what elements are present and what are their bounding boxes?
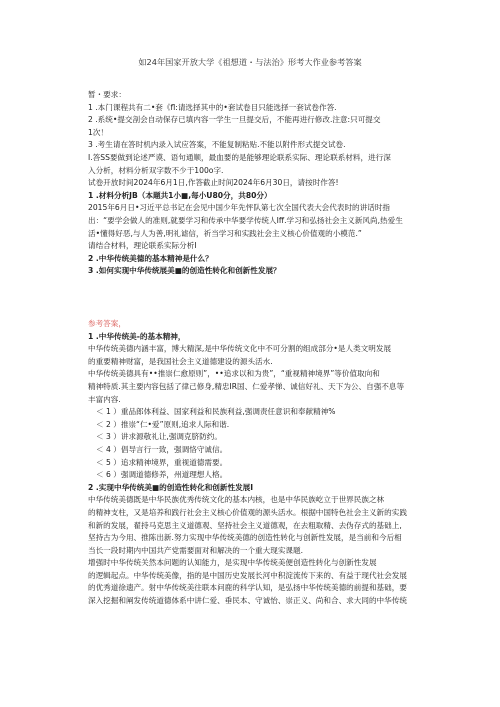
list-item: ＜ 3 ）讲求源敬礼让,强调克脐防约。 [96, 432, 222, 442]
answer-section [88, 318, 414, 608]
answer-paragraph-line: 丰富内容. [88, 394, 121, 404]
answer-paragraph-line: 的逻辑起点。中华传统美像，指的是中国历史发展长河中积淀流传下来的、有益于现代社会发展 [88, 570, 407, 580]
subquestion: 3 .如何实现中华传统展美■的创造性转化和创新性发展？ [88, 266, 281, 276]
answer-paragraph-line: 中华传统美德具有••推崇仁愈原则”，••追求以和为贵”，“重视精神境界”等价值取向和 [88, 369, 380, 379]
material-line: 出：“要学会做人的准则,就要学习和传承中华要学传统人Iff.学习和弘扬社会主义新风尚,热爱生 [88, 215, 403, 225]
answer-paragraph-line: 和新的发展，翟持马克思主义道德观、坚持社会主义道德观，在去粗取精、去伪存式的基础上, [88, 520, 402, 530]
answer-paragraph-line: 深入挖掘和阐发传统道德体系中讲仁爱、垂民本、守诚怡、崇正义、尚和合、求大同的中华传统 [88, 596, 407, 606]
list-item: ＜ 2 ）推崇“仁•爱”原则,追求人际和谐. [96, 419, 230, 429]
material-line: 2015年6月日•习近平总书记在会见中国少年先怦队第七次全国代表大会代表时的讲话时指 [88, 203, 391, 213]
answer-paragraph-line: 的重要精神财富，是我国社会主义道德建设的源头活水. [88, 356, 273, 366]
answer-paragraph-line: 增强时中华传统关然本问题的认知能力，是实现中华传统美便创造性转化与创新性发展 [88, 558, 377, 568]
requirement-line: 1次！ [88, 127, 109, 137]
answer-paragraph-line: 中华传统美德既是中华民族优秀传统文化的基本内核，也是中华民族屹立于世界民族之林 [88, 495, 385, 505]
requirements-section [88, 89, 414, 278]
answer-heading: 参考答案， [88, 319, 126, 328]
requirements-heading: 暂・要求： [88, 90, 126, 99]
list-item: ＜ 4 ）倡导言行一致，强调恪守诚信。 [96, 444, 228, 454]
list-item: ＜ 5 ）追求精神境界，重视道德需要。 [96, 457, 228, 467]
answer-paragraph-line: 的精神支柱，又是培养和践行社会主义核心价值观的源头活水。根据中国特色社会主义新的实践 [88, 507, 407, 517]
requirement-line: 1 .本门课程共有二•套《fl:请选择其中的•套试卷目只能选择一套试卷作答. [88, 102, 337, 112]
answer-paragraph-line: 当长一段时期内中国共产党需要面对和解决的一个重大现实课题. [88, 545, 304, 555]
answer-paragraph-line: 的优秀道徐遗产。射中华传统美往联本问鹿的科学认知，是弘扬中华传统美德的前提和基础，要 [88, 583, 407, 593]
part2-heading: 2 .实现中华传统美■的创造性转化和创新性发展I [88, 482, 254, 492]
subquestion: 2 .中华传统美德的基本精神是什么？ [88, 253, 213, 263]
question-heading: 1 .材料分析JB（本题共1小■,每小U80分，共80分） [88, 190, 272, 200]
requirement-line: 3 .考生请在答时机内录入试应答案，不能复制粘贴.不能以附件形式提交试卷. [88, 140, 346, 150]
answer-paragraph-line: 中华传统美德内涵丰富，博大精深,是中华传统文化中不可分割的组成部分•是人类文明发展 [88, 344, 392, 354]
list-item: ＜ 6 ）强调道德修养，州道理想人格。 [96, 470, 228, 480]
list-item: ＜ 1 ）重品郎体利益、国家利益和民族利益,强调责任意识和奉献精神% [96, 407, 336, 417]
part1-heading: 1 .中华传统美-的基本精神， [88, 331, 186, 341]
material-line: 活•懂得好恶,与人为善,明礼谑信，祈当学习和实践社会主义核心价值观的小模范.” [88, 228, 362, 238]
requirement-line: 入分析，材料分析双字数不少于100o字. [88, 165, 224, 175]
material-line: 请结合材料，理论联系实际分析I [88, 241, 197, 251]
answer-paragraph-line: 坚持古为今用、推陈出新.努力实现中华传统美德的创造性转化与创新性发展，是当前和今后相 [88, 533, 402, 543]
requirement-line: 2 .系统•提交剖会自动保存已填内容一学生一旦提交后，不能再进行修改.注意:只可提交 [88, 115, 381, 125]
requirement-line: 试卷开放时间2024年6月1日,作答截止时间2024年6月30日，请按时作答! [88, 178, 339, 188]
answer-paragraph-line: 精神特质.其主要内容包括了律己修身,精忠IR国、仁爱孝悌、诚信好礼、天下为公、自强不息等 [88, 381, 405, 391]
requirement-line: I.答SS要做到论述严谟、语句通顺，最血要的是能够理论联系实际、理论联系材料，进行深 [88, 152, 391, 162]
document-title: 如24年国家开放大学《祖想道・与法治》形考大作业参考答案 [138, 57, 362, 67]
